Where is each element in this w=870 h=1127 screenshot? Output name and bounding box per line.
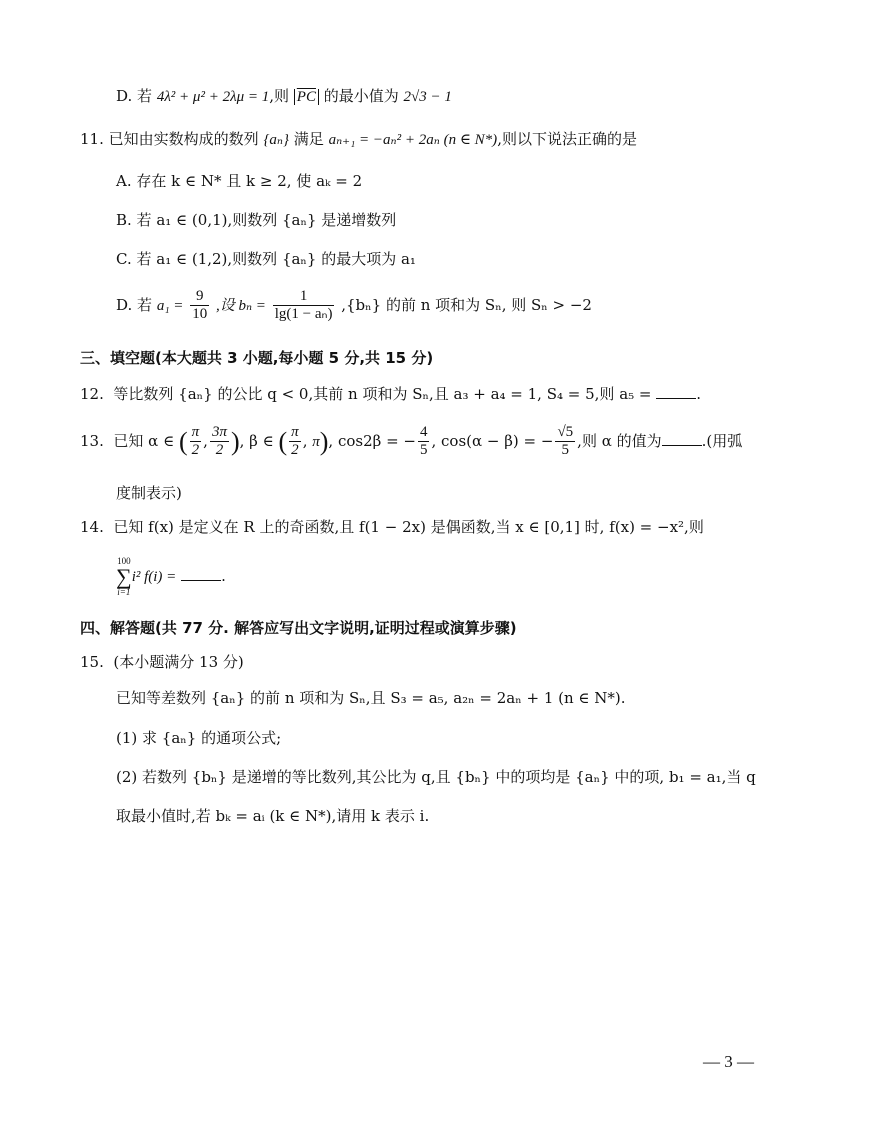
q12 bbox=[80, 384, 701, 403]
q10d-condition: 4λ² + μ² + 2λμ = 1 bbox=[156, 89, 270, 105]
q14-sum-top: 100 bbox=[117, 556, 131, 566]
q11d-prefix: D. 若 bbox=[116, 295, 153, 314]
q13-f1n: π bbox=[190, 424, 202, 442]
q11-number: 11. bbox=[80, 130, 104, 148]
q10d-vector-pc: $\overline{PC}$ bbox=[294, 89, 319, 105]
q13-pre: 已知 α ∈ bbox=[113, 431, 175, 450]
q13-line-2: 度制表示) bbox=[116, 484, 182, 502]
q15-number: 15. bbox=[80, 653, 104, 671]
q13-frac-4 bbox=[418, 424, 430, 460]
q11-stem-3: ,则以下说法正确的是 bbox=[497, 130, 637, 148]
q13-f2d: 2 bbox=[215, 442, 224, 459]
q14-sum bbox=[116, 557, 132, 597]
q12-answer-blank[interactable] bbox=[656, 384, 696, 399]
q13-cos2b: , cos2β = − bbox=[328, 431, 416, 450]
q13-line-1: 13. 已知 α ∈ ( $\frac{\pi}{2}$ , $\frac{3\pi}{2}$ ), β ∈ ( $\frac{\pi}{2}$ , π), cos2β = − $\frac{4}{5}$ , cos(α − β) = − $\frac{√5}{5}$ ,则 α 的值为 .(用弧 bbox=[80, 424, 743, 459]
section-3-title: 三、填空题(本大题共 3 小题,每小题 5 分,共 15 分) bbox=[80, 349, 434, 367]
q13-f4n: 4 bbox=[418, 424, 430, 442]
q13-answer-blank[interactable] bbox=[662, 431, 702, 446]
q13-f3n: π bbox=[289, 424, 301, 442]
q13-frac-2 bbox=[210, 424, 229, 460]
q11-option-d bbox=[116, 288, 592, 324]
q11-seq: {aₙ} bbox=[263, 132, 290, 148]
q13-paren-open-2: ( bbox=[278, 426, 288, 456]
q13-f3d: 2 bbox=[291, 442, 299, 459]
q14-sum-bottom: i=1 bbox=[117, 587, 131, 597]
q11d-post: ,{bₙ} 的前 n 项和为 Sₙ, 则 Sₙ > −2 bbox=[341, 295, 592, 314]
sigma-icon: ∑ bbox=[116, 564, 132, 589]
q11-option-c: C. 若 a₁ ∈ (1,2),则数列 {aₙ} 的最大项为 a₁ bbox=[116, 250, 416, 268]
q14-end: . bbox=[221, 567, 226, 585]
q14-sum-body: i² f(i) = bbox=[131, 569, 177, 585]
q11d-a1: a₁ = bbox=[156, 297, 184, 314]
q13-paren-close-2: ) bbox=[319, 426, 329, 456]
q13-f5d: 5 bbox=[561, 442, 570, 459]
q15-header bbox=[80, 653, 244, 671]
q15-part-1: (1) 求 {aₙ} 的通项公式; bbox=[116, 729, 282, 747]
q14-line-2 bbox=[116, 557, 226, 597]
q14-line-1 bbox=[80, 518, 704, 536]
q14-number: 14. bbox=[80, 518, 104, 536]
q13-beta: , β ∈ bbox=[239, 431, 274, 450]
q10d-then: ,则 bbox=[269, 87, 290, 105]
q15-score: (本小题满分 13 分) bbox=[113, 653, 244, 671]
q13-f2n: 3π bbox=[210, 424, 229, 442]
q13-frac-1 bbox=[190, 424, 202, 460]
q13-f4d: 5 bbox=[419, 442, 428, 459]
q11d-bn-fraction bbox=[273, 288, 335, 324]
q13-pi: π bbox=[312, 433, 320, 450]
q13-f1d: 2 bbox=[191, 442, 200, 459]
q11-stem-2: 满足 bbox=[293, 130, 324, 148]
q13-number: 13. bbox=[80, 431, 104, 450]
q14-text: 已知 f(x) 是定义在 R 上的奇函数,且 f(1 − 2x) 是偶函数,当 x ∈ [0,1] 时, f(x) = −x²,则 bbox=[113, 518, 704, 536]
q10d-rest: 的最小值为 bbox=[323, 87, 399, 105]
q13-tail: .(用弧 bbox=[701, 431, 743, 450]
q11-option-b: B. 若 a₁ ∈ (0,1),则数列 {aₙ} 是递增数列 bbox=[116, 211, 397, 229]
q11d-frac-num: 9 bbox=[190, 288, 209, 306]
q10d-answer: 2√3 − 1 bbox=[403, 89, 452, 105]
q13-f5n: √5 bbox=[555, 424, 575, 442]
q11-recurrence: aₙ₊₁ = −aₙ² + 2aₙ (n ∈ N*) bbox=[328, 132, 498, 148]
q11d-fraction bbox=[190, 288, 209, 324]
q15-part-2-line-2: 取最小值时,若 bₖ = aᵢ (k ∈ N*),请用 k 表示 i. bbox=[116, 807, 430, 825]
q13-post: ,则 α 的值为 bbox=[577, 431, 662, 450]
q12-number: 12. bbox=[80, 385, 104, 403]
q11d-bn-den: lg(1 − aₙ) bbox=[274, 306, 333, 323]
q11-option-a: A. 存在 k ∈ N* 且 k ≥ 2, 使 aₖ = 2 bbox=[116, 172, 363, 190]
q11d-frac-den: 10 bbox=[192, 306, 208, 323]
q11d-bn-num: 1 bbox=[273, 288, 335, 306]
q13-paren-close: ) bbox=[230, 426, 240, 456]
page-number: — 3 — bbox=[703, 1052, 754, 1071]
q15-given: 已知等差数列 {aₙ} 的前 n 项和为 Sₙ,且 S₃ = a₅, a₂ₙ = 2aₙ + 1 (n ∈ N*). bbox=[116, 689, 626, 707]
q13-frac-5 bbox=[555, 424, 575, 460]
q11-stem-1: 已知由实数构成的数列 bbox=[108, 130, 259, 148]
q13-frac-3 bbox=[289, 424, 301, 460]
q11d-bn: ,设 bₙ = bbox=[215, 297, 266, 314]
q15-part-2-line-1: (2) 若数列 {bₙ} 是递增的等比数列,其公比为 q,且 {bₙ} 中的项均是 {aₙ} 中的项, b₁ = a₁,当 q bbox=[116, 768, 756, 786]
q10-option-d bbox=[116, 87, 452, 106]
q14-answer-blank[interactable] bbox=[181, 566, 221, 581]
q13-paren-open: ( bbox=[178, 426, 188, 456]
q11-stem bbox=[80, 130, 637, 149]
q10d-label: D. 若 bbox=[116, 87, 153, 105]
q13-cosab: , cos(α − β) = − bbox=[431, 431, 554, 450]
q12-text: 等比数列 {aₙ} 的公比 q < 0,其前 n 项和为 Sₙ,且 a₃ + a₄ = 1, S₄ = 5,则 a₅ = bbox=[113, 385, 652, 403]
section-4-title: 四、解答题(共 77 分. 解答应写出文字说明,证明过程或演算步骤) bbox=[80, 619, 517, 637]
q12-end: . bbox=[696, 385, 702, 403]
